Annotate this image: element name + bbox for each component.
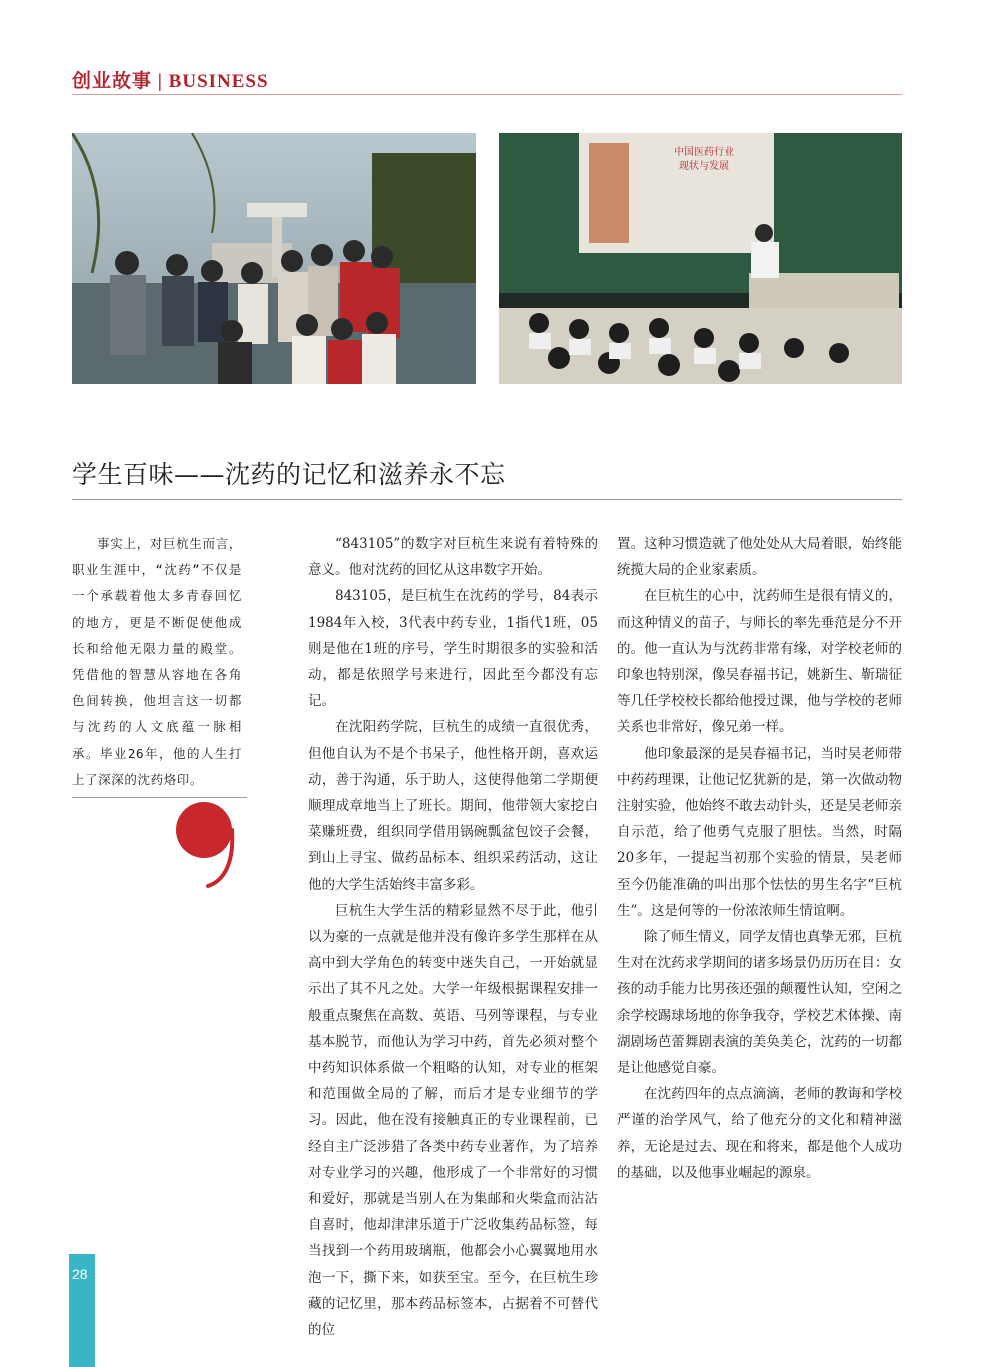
sidebar-pullquote: 事实上，对巨杭生而言，职业生涯中，“沈药”不仅是一个承载着他太多青春回忆的地方，更是不断促使他成长和给他无限力量的殿堂。凭借他的智慧从容地在各角色间转换，他坦言这一切都与沈药的人文底蕴一脉相承。毕业26年，他的人生打上了深深的沈药烙印。	[72, 536, 242, 787]
header-divider	[72, 94, 902, 95]
paragraph: 置。这种习惯造就了他处处从大局着眼，始终能统揽大局的企业家素质。	[617, 536, 902, 579]
headline-divider	[72, 499, 902, 500]
paragraph: 除了师生情义，同学友情也真挚无邪，巨杭生对在沈药求学期间的诸多场景仍历历在目：女孩的动手能力比男孩还强的颠覆性认知，空闲之余学校踢球场地的你争我夺，学校艺术体操、南湖剧场芭蕾舞剧表演的美奂美仑，沈药的一切都是让他感觉自豪。	[617, 929, 902, 1077]
group-photo	[72, 133, 476, 384]
article-column-middle	[308, 531, 598, 1343]
slide-title-line2: 现状与发展	[679, 161, 729, 172]
article-column-right	[617, 531, 902, 1186]
number-nine-icon	[174, 800, 244, 890]
page-number: 28	[72, 1266, 88, 1282]
section-header: 创业故事 | BUSINESS	[72, 71, 269, 92]
paragraph: 843105，是巨杭生在沈药的学号，84表示1984年入校，3代表中药专业，1指代1班，05则是他在1班的序号，学生时期很多的实验和活动，都是依照学号来进行，因此至今都没有忘记。	[308, 588, 598, 710]
sidebar-divider	[72, 797, 247, 798]
paragraph: 巨杭生大学生活的精彩显然不尽于此，他引以为豪的一点就是他并没有像许多学生那样在从高中到大学角色的转变中迷失自己，一开始就显示出了其不凡之处。大学一年级根据课程安排一般重点聚焦在高数、英语、马列等课程，与专业基本脱节，而他认为学习中药，首先必须对整个中药知识体系做一个粗略的认知，对专业的框架和范围做全局的了解，而后才是专业细节的学习。因此，他在没有接触真正的专业课程前，已经自主广泛涉猎了各类中药专业著作，为了培养对专业学习的兴趣，他形成了一个非常好的习惯和爱好，那就是当别人在为集邮和火柴盒而沾沾自喜时，他却津津乐道于广泛收集药品标签，每当找到一个药用玻璃瓶，他都会小心翼翼地用水泡一下，撕下来，如获至宝。至今，在巨杭生珍藏的记忆里，那本药品标签本，占据着不可替代的位	[308, 902, 598, 1339]
paragraph: 在巨杭生的心中，沈药师生是很有情义的，而这种情义的苗子，与师长的率先垂范是分不开的。他一直认为与沈药非常有缘，对学校老师的印象也特别深，像吴春福书记，姚新生、靳瑞征等几任学校校长都给他授过课，他与学校的老师关系也非常好，像兄弟一样。	[617, 588, 902, 736]
lecture-photo	[499, 133, 902, 384]
article-headline: 学生百味——沈药的记忆和滋养永不忘	[72, 460, 506, 489]
slide-title-line1: 中国医药行业	[674, 147, 734, 158]
paragraph: “843105”的数字对巨杭生来说有着特殊的意义。他对沈药的回忆从这串数字开始。	[308, 536, 598, 579]
paragraph: 在沈药四年的点点滴滴，老师的教诲和学校严谨的治学风气，给了他充分的文化和精神滋养，无论是过去、现在和将来，都是他个人成功的基础，以及他事业崛起的源泉。	[617, 1086, 902, 1181]
paragraph: 在沈阳药学院，巨杭生的成绩一直很优秀，但他自认为不是个书呆子，他性格开朗，喜欢运动，善于沟通，乐于助人，这使得他第二学期便顺理成章地当上了班长。期间，他带领大家挖白菜赚班费，组织同学借用锅碗瓢盆包饺子会餐，到山上寻宝、做药品标本、组织采药活动，这让他的大学生活始终丰富多彩。	[308, 719, 598, 893]
paragraph: 他印象最深的是吴春福书记，当时吴老师带中药药理课，让他记忆犹新的是，第一次做动物注射实验，他始终不敢去动针头，还是吴老师亲自示范，给了他勇气克服了胆怯。当然，时隔20多年，一提起当初那个实验的情景，吴老师至今仍能准确的叫出那个怯怯的男生名字“巨杭生”。这是何等的一份浓浓师生情谊啊。	[617, 745, 902, 919]
